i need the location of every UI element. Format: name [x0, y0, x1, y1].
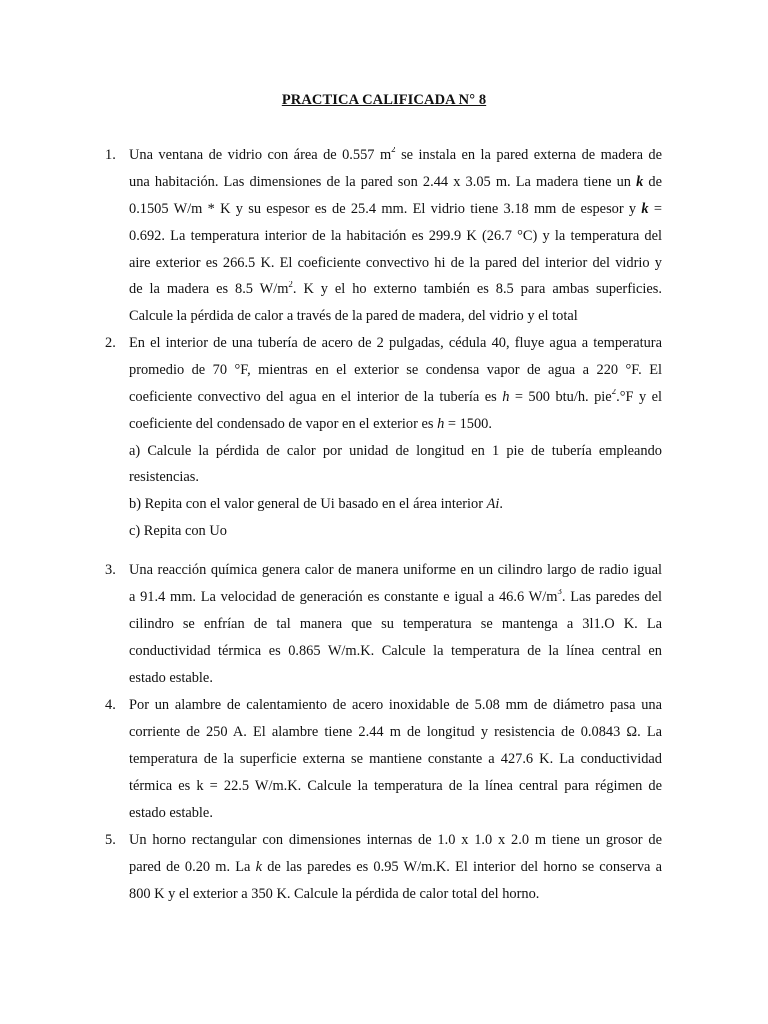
- problem-line: cilindro se enfrían de tal manera que su temperatura se mantenga a 3l1.O K. La: [129, 615, 662, 632]
- problem-4: [105, 697, 662, 831]
- problem-line: térmica es k = 22.5 W/m.K. Calcule la temperatura de la línea central para régimen de: [129, 777, 662, 794]
- problem-line: aire exterior es 266.5 K. El coeficiente convectivo hi de la pared del interior del vidrio y: [129, 254, 662, 271]
- problem-line: temperatura de la superficie externa se mantiene constante a 427.6 K. La conductividad: [129, 750, 662, 767]
- problem-line: Una ventana de vidrio con área de 0.557 $m^2$ se instala en la pared externa de madera de: [129, 147, 662, 163]
- problem-1: [105, 147, 662, 335]
- problem-line: c) Repita con Uo: [129, 523, 227, 540]
- problem-number: 5.: [105, 832, 116, 848]
- problem-line: Por un alambre de calentamiento de acero inoxidable de 5.08 mm de diámetro pasa una: [129, 697, 662, 713]
- problem-line: 0.692. La temperatura interior de la habitación es 299.9 K (26.7 °C) y la temperatura del: [129, 227, 662, 244]
- problem-line: corriente de 250 A. El alambre tiene 2.44 m de longitud y resistencia de 0.0843 Ω. La: [129, 723, 662, 740]
- problem-line: resistencias.: [129, 469, 199, 486]
- problem-line: conductividad térmica es 0.865 W/m.K. Calcule la temperatura de la línea central en: [129, 642, 662, 659]
- problem-line: a) Calcule la pérdida de calor por unidad de longitud en 1 pie de tubería empleando: [129, 442, 662, 459]
- problem-line: 0.1505 W/m * K y su espesor es de 25.4 mm. El vidrio tiene 3.18 mm de espesor y k =: [129, 200, 662, 217]
- problem-line: pared de 0.20 m. La k de las paredes es 0.95 W/m.K. El interior del horno se conserva a: [129, 858, 662, 875]
- problem-line: Una reacción química genera calor de manera uniforme en un cilindro largo de radio igual: [129, 562, 662, 578]
- problem-2: [105, 335, 662, 550]
- problem-number: 4.: [105, 697, 116, 713]
- problem-line: b) Repita con el valor general de Ui basado en el área interior Ai.: [129, 496, 504, 513]
- problem-line: Un horno rectangular con dimensiones internas de 1.0 x 1.0 x 2.0 m tiene un grosor de: [129, 832, 662, 848]
- problem-line: promedio de 70 °F, mientras en el exterior se condensa vapor de agua a 220 °F. El: [129, 361, 662, 378]
- problem-line: Calcule la pérdida de calor a través de la pared de madera, del vidrio y el total: [129, 308, 578, 325]
- problem-line: estado estable.: [129, 669, 213, 686]
- problem-line: 800 K y el exterior a 350 K. Calcule la pérdida de calor total del horno.: [129, 885, 540, 902]
- problem-number: 1.: [105, 147, 116, 163]
- problem-number: 3.: [105, 562, 116, 578]
- problem-line: de la madera es 8.5 $W/m^2$. K y el ho externo también es 8.5 para ambas superficies.: [129, 281, 662, 298]
- problem-line: coeficiente del condensado de vapor en el exterior es h = 1500.: [129, 415, 492, 432]
- problem-3: [105, 562, 662, 696]
- problem-number: 2.: [105, 335, 116, 351]
- problem-line: a 91.4 mm. La velocidad de generación es constante e igual a 46.6 $W/m^3$. Las paredes del: [129, 588, 662, 605]
- problem-5: [105, 832, 662, 913]
- document-title: PRACTICA CALIFICADA N° 8: [281, 92, 487, 108]
- problem-line: una habitación. Las dimensiones de la pared son 2.44 x 3.05 m. La madera tiene un k de: [129, 173, 662, 190]
- problem-line: En el interior de una tubería de acero de 2 pulgadas, cédula 40, fluye agua a temperatura: [129, 335, 662, 351]
- problem-line: coeficiente convectivo del agua en el interior de la tubería es h = 500 btu/h. pie$^2$.°F y el: [129, 388, 662, 405]
- problem-line: estado estable.: [129, 804, 213, 821]
